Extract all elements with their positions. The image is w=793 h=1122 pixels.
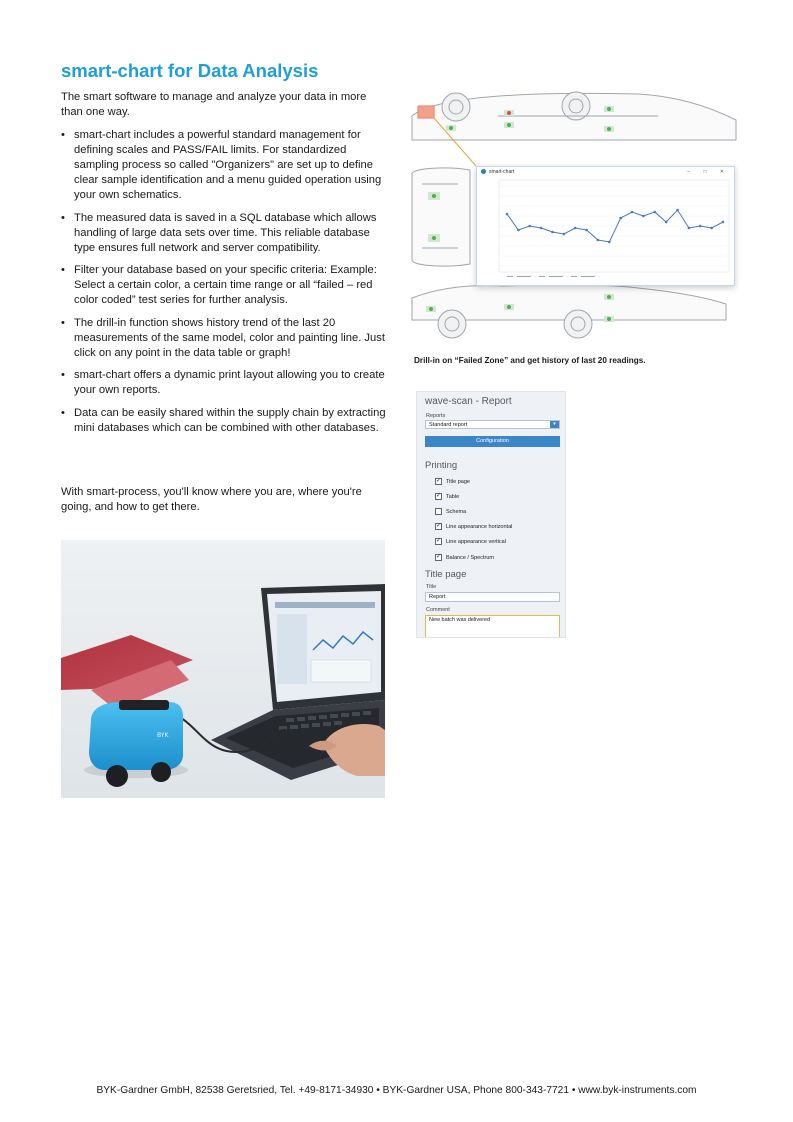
- report-panel: [416, 391, 566, 638]
- feature-item: • Filter your database based on your specific criteria: Example: Select a certain color, a certain time range or all “failed – red color coded” test series for further analysis.: [61, 263, 391, 308]
- option-schema[interactable]: [435, 508, 466, 515]
- checkbox-checked-icon[interactable]: ✓: [436, 554, 442, 560]
- trend-point[interactable]: [585, 229, 588, 232]
- option-table[interactable]: [435, 493, 459, 500]
- trend-point[interactable]: [608, 241, 611, 244]
- comment-textarea[interactable]: New batch was delivered: [425, 615, 560, 638]
- option-balance-spectrum[interactable]: [435, 554, 494, 561]
- trend-point[interactable]: [688, 227, 691, 230]
- window-controls[interactable]: − □ ✕: [687, 168, 730, 175]
- page-heading: smart-chart for Data Analysis: [61, 60, 319, 81]
- closing-paragraph: With smart-process, you'll know where you are, where you're going, and how to get there.: [61, 486, 362, 513]
- chevron-down-icon[interactable]: ▾: [550, 421, 559, 428]
- feature-item: • smart-chart offers a dynamic print layout allowing you to create your own reports.: [61, 368, 391, 398]
- option-label: Line appearance vertical: [446, 538, 506, 545]
- trend-point[interactable]: [506, 213, 509, 216]
- trend-point[interactable]: [563, 233, 566, 236]
- feature-item: • Data can be easily shared within the supply chain by extracting mini databases which can be combined with other databases.: [61, 406, 391, 436]
- reports-select-value: Standard report: [429, 422, 468, 428]
- trend-point[interactable]: [676, 209, 679, 212]
- checkbox-checked-icon[interactable]: ✓: [436, 523, 442, 529]
- configuration-button[interactable]: Configuration: [425, 436, 560, 447]
- report-title: wave-scan - Report: [425, 396, 512, 407]
- feature-item: • The drill-in function shows history trend of the last 20 measurements of the same model, color and painting line. Just click on any point in the data table or graph!: [61, 316, 391, 361]
- intro-paragraph: The smart software to manage and analyze your data in more than one way.: [61, 91, 367, 118]
- option-line-appearance-vertical[interactable]: [435, 538, 506, 545]
- trend-point[interactable]: [619, 217, 622, 220]
- reports-select[interactable]: [425, 420, 560, 429]
- feature-item: • The measured data is saved in a SQL database which allows handling of large data sets over time. This reliable database type ensures full network and server compatibility.: [61, 211, 391, 256]
- trend-point[interactable]: [642, 215, 645, 218]
- trend-point[interactable]: [540, 227, 543, 230]
- feature-item: • smart-chart includes a powerful standard management for defining scales and PASS/FAIL limits. For standardized sampling process so called "Organizers" are set up to define clear sample identification and a menu guided operation using your own schematics.: [61, 128, 391, 203]
- checkbox-checked-icon[interactable]: ✓: [436, 538, 442, 544]
- product-photo: [61, 540, 385, 798]
- comment-label: Comment: [426, 607, 450, 613]
- checkbox-unchecked-icon[interactable]: [435, 508, 442, 515]
- checkbox-checked-icon[interactable]: ✓: [436, 493, 442, 499]
- app-logo-icon: [481, 169, 486, 174]
- option-label: Balance / Spectrum: [446, 554, 494, 561]
- option-label: Schema: [446, 508, 467, 515]
- feature-list: [61, 128, 391, 443]
- option-line-appearance-horizontal[interactable]: [435, 523, 512, 530]
- trend-point[interactable]: [653, 211, 656, 214]
- title-page-header: Title page: [425, 569, 467, 580]
- trend-point[interactable]: [528, 225, 531, 228]
- device-laptop-illustration: [61, 540, 385, 798]
- trend-point[interactable]: [517, 229, 520, 232]
- trend-point[interactable]: [699, 225, 702, 228]
- trend-point[interactable]: [597, 239, 600, 242]
- printing-header: Printing: [425, 460, 458, 471]
- trend-chart[interactable]: [477, 176, 734, 284]
- trend-point[interactable]: [710, 227, 713, 230]
- option-title-page[interactable]: [435, 478, 470, 485]
- title-input[interactable]: Report: [425, 592, 560, 602]
- option-label: Table: [446, 493, 460, 500]
- trend-point[interactable]: [574, 227, 577, 230]
- trend-point[interactable]: [665, 221, 668, 224]
- title-label: Title: [426, 584, 437, 590]
- smart-chart-window: [476, 166, 735, 286]
- window-titlebar: [477, 167, 734, 176]
- option-label: Title page: [446, 478, 470, 485]
- trend-point[interactable]: [631, 211, 634, 214]
- page-footer: BYK-Gardner GmbH, 82538 Geretsried, Tel. +49-8171-34930 • BYK-Gardner USA, Phone 800-343-7721 • www.byk-instruments.com: [96, 1085, 697, 1096]
- checkbox-checked-icon[interactable]: ✓: [436, 478, 442, 484]
- figure-caption: Drill-in on “Failed Zone” and get history of last 20 readings.: [414, 356, 646, 365]
- svg-text:BYK: BYK: [157, 732, 169, 739]
- option-label: Line appearance horizontal: [446, 523, 513, 530]
- reports-label: Reports: [426, 413, 446, 419]
- trend-point[interactable]: [551, 231, 554, 234]
- trend-point[interactable]: [722, 221, 725, 224]
- window-title: smart-chart: [489, 168, 515, 175]
